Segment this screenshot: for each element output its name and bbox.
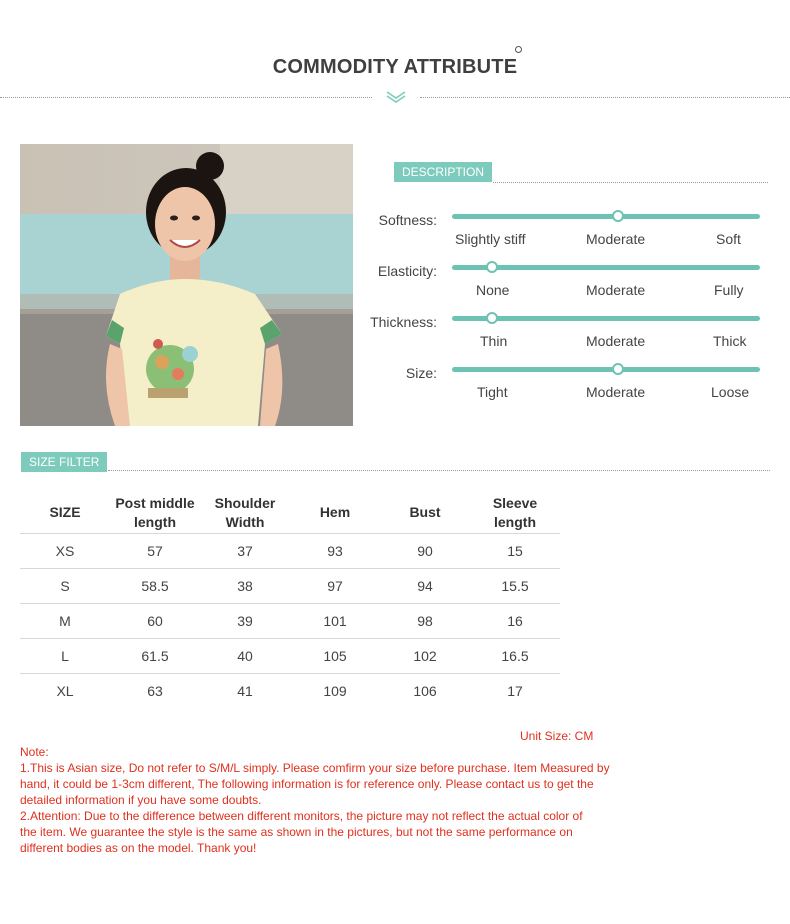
thickness-label: Thickness:: [370, 314, 437, 330]
table-header-sleeve-length: [470, 494, 560, 532]
note-line: 2.Attention: Due to the difference between different monitors, the picture may not reflect the actual color of: [20, 809, 583, 823]
softness-slider-knob: [612, 210, 624, 222]
header-divider-right: [420, 97, 790, 98]
table-cell: XS: [55, 543, 75, 559]
table-cell: 98: [417, 613, 433, 629]
note-line: Note:: [20, 745, 49, 759]
elasticity-slider-track: [452, 265, 760, 270]
description-tag: DESCRIPTION: [394, 162, 492, 182]
header-line: Bust: [409, 504, 441, 520]
table-cell: 38: [237, 578, 253, 594]
table-cell: 97: [327, 578, 343, 594]
header-line: Sleeve: [492, 495, 538, 511]
thickness-option-1: Thin: [480, 333, 508, 349]
softness-option-2: Moderate: [586, 231, 646, 247]
unit-size-note: Unit Size: CM: [520, 729, 594, 743]
table-row-divider: [20, 638, 560, 639]
notes-block: [20, 744, 610, 856]
header-line: Hem: [319, 504, 351, 520]
elasticity-label: Elasticity:: [377, 263, 437, 279]
chevron-down-icon: [385, 90, 407, 104]
header-line: Width: [225, 514, 265, 530]
size-filter-tag: SIZE FILTER: [21, 452, 107, 472]
table-header-hem: [290, 503, 380, 522]
table-cell: 58.5: [141, 578, 169, 594]
table-cell: 16.5: [501, 648, 529, 664]
table-header-shoulder-width: [200, 494, 290, 532]
table-cell: XL: [56, 683, 74, 699]
table-cell: 39: [237, 613, 253, 629]
table-cell: 93: [327, 543, 343, 559]
thickness-option-3: Thick: [713, 333, 747, 349]
note-line: detailed information if you have some doubts.: [20, 793, 262, 807]
size-option-3: Loose: [711, 384, 750, 400]
table-header-bust: [380, 503, 470, 522]
elasticity-slider-knob: [486, 261, 498, 273]
note-line: different bodies as on the model. Thank you!: [20, 841, 257, 855]
table-cell: 90: [417, 543, 433, 559]
page-title: COMMODITY ATTRIBUTE: [272, 56, 518, 78]
product-photo: [20, 144, 353, 426]
softness-label: Softness:: [378, 212, 437, 228]
table-cell: M: [59, 613, 71, 629]
table-cell: 94: [417, 578, 433, 594]
table-cell: 60: [147, 613, 163, 629]
elasticity-option-3: Fully: [714, 282, 744, 298]
description-divider: [493, 182, 768, 183]
table-row-divider: [20, 673, 560, 674]
header-line: length: [494, 514, 536, 530]
table-cell: 15: [507, 543, 523, 559]
table-cell: S: [60, 578, 70, 594]
header-divider-left: [0, 97, 372, 98]
note-line: the item. We guarantee the style is the same as shown in the pictures, but not the same performance on: [20, 825, 573, 839]
size-option-1: Tight: [477, 384, 508, 400]
elasticity-option-1: None: [476, 282, 510, 298]
header-line: Post middle: [115, 495, 195, 511]
softness-slider-track: [452, 214, 760, 219]
table-cell: 101: [323, 613, 347, 629]
table-row-divider: [20, 568, 560, 569]
softness-option-3: Soft: [716, 231, 741, 247]
size-filter-divider: [108, 470, 770, 471]
elasticity-option-2: Moderate: [586, 282, 646, 298]
size-label: Size:: [405, 365, 437, 381]
size-slider-track: [452, 367, 760, 372]
size-slider-knob: [612, 363, 624, 375]
table-cell: 40: [237, 648, 253, 664]
table-cell: 105: [323, 648, 347, 664]
note-line: hand, it could be 1-3cm different, The following information is for reference only. Please contact us to get the: [20, 777, 594, 791]
table-cell: 109: [323, 683, 347, 699]
note-line: 1.This is Asian size, Do not refer to S/M/L simply. Please comfirm your size before purchase. Item Measured by: [20, 761, 610, 775]
table-cell: 102: [413, 648, 437, 664]
size-option-2: Moderate: [586, 384, 646, 400]
header-line: Shoulder: [214, 495, 276, 511]
table-row-divider: [20, 533, 560, 534]
table-cell: 41: [237, 683, 253, 699]
table-cell: 57: [147, 543, 163, 559]
degree-ring-icon: [515, 46, 522, 53]
header-line: SIZE: [49, 504, 81, 520]
table-cell: 37: [237, 543, 253, 559]
table-header-size: [20, 503, 110, 522]
table-cell: 16: [507, 613, 523, 629]
table-cell: 61.5: [141, 648, 169, 664]
table-cell: 15.5: [501, 578, 529, 594]
table-header-post-middle-length: [110, 494, 200, 532]
softness-option-1: Slightly stiff: [455, 231, 526, 247]
thickness-slider-track: [452, 316, 760, 321]
table-row-divider: [20, 603, 560, 604]
table-cell: 106: [413, 683, 437, 699]
table-cell: 63: [147, 683, 163, 699]
header-line: length: [134, 514, 176, 530]
thickness-option-2: Moderate: [586, 333, 646, 349]
table-cell: L: [61, 648, 69, 664]
thickness-slider-knob: [486, 312, 498, 324]
table-cell: 17: [507, 683, 523, 699]
